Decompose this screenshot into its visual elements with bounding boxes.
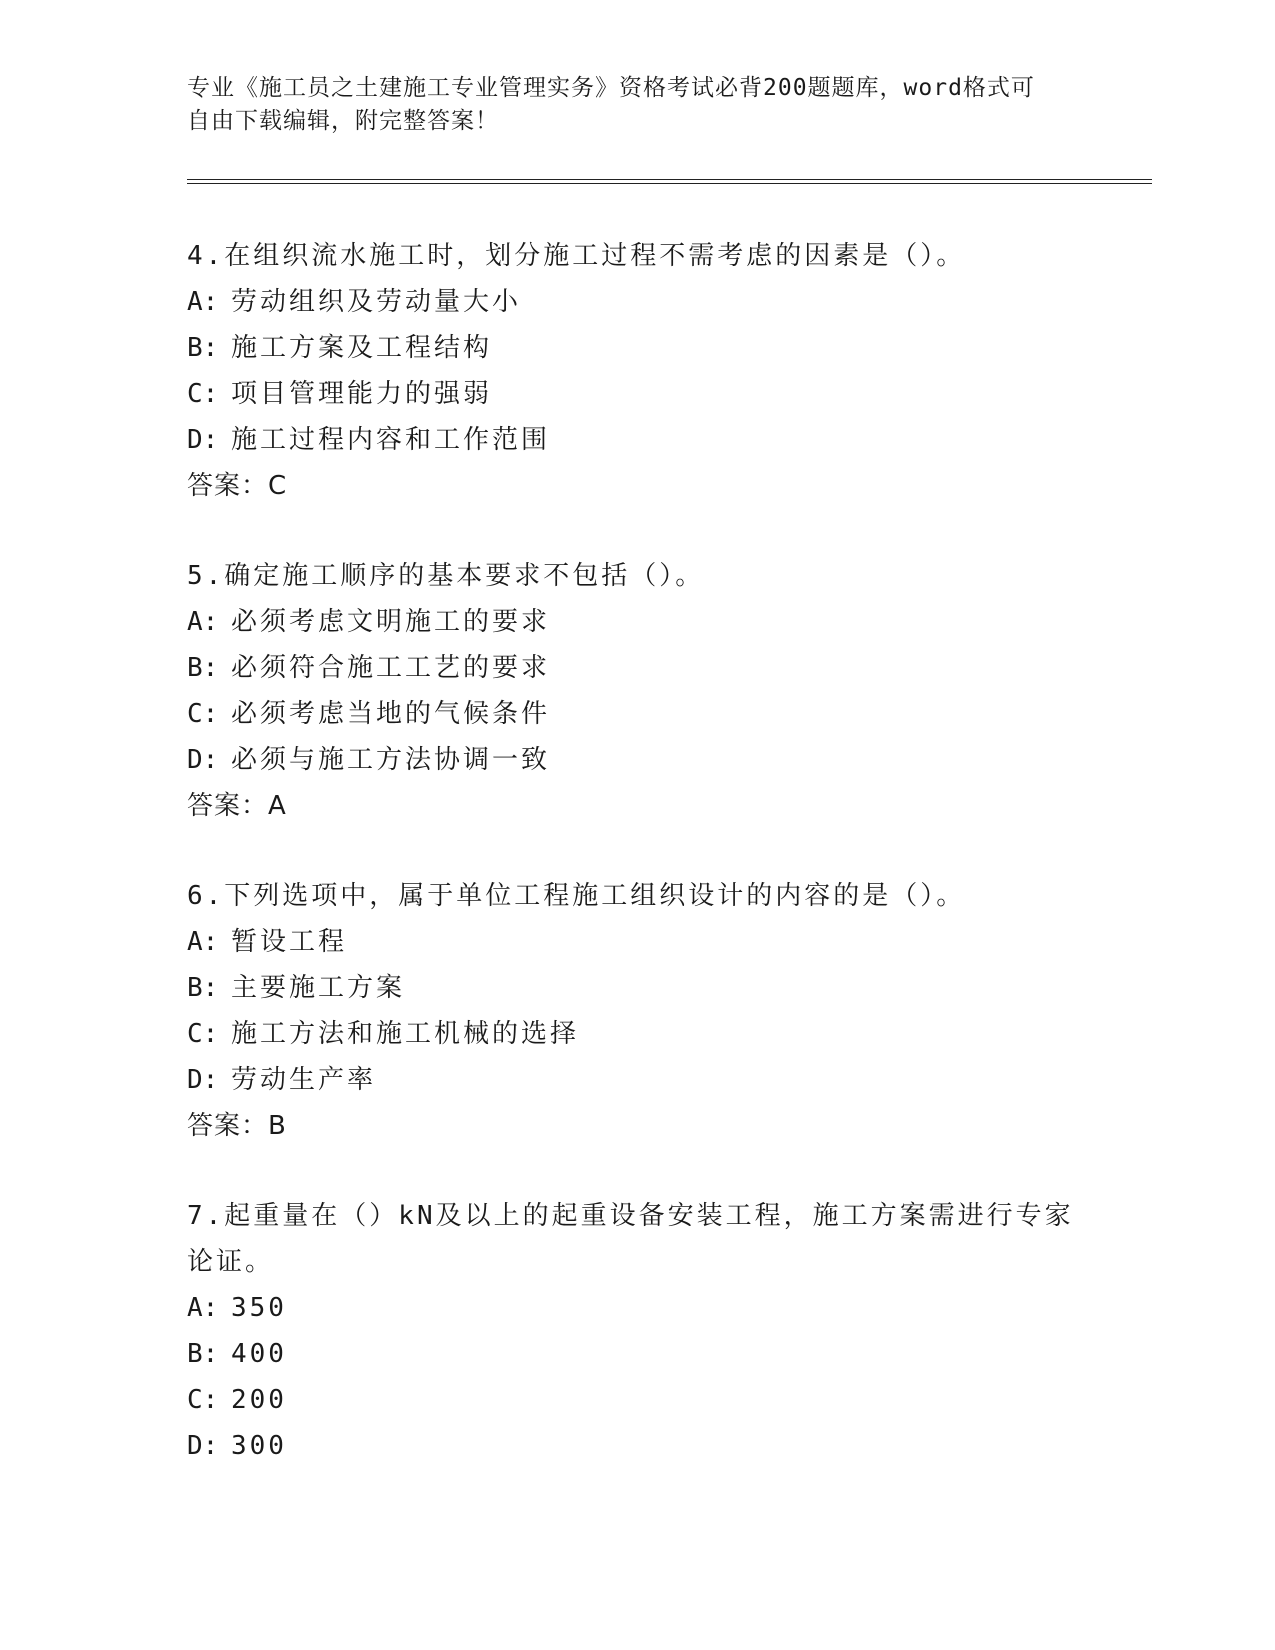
option-letter: D: [187, 745, 219, 775]
option-text: 必须考虑当地的气候条件 [231, 699, 551, 729]
option-d [187, 1423, 1087, 1469]
option-letter: C: [187, 379, 219, 409]
header-line-1: 专业《施工员之土建施工专业管理实务》资格考试必背200题题库，word格式可 [187, 75, 1035, 101]
option-a [187, 919, 1087, 965]
answer-key: 答案：C [187, 471, 288, 501]
option-text: 400 [231, 1339, 287, 1369]
option-text: 暂设工程 [231, 927, 348, 957]
question-7 [187, 1193, 1087, 1469]
document-header [187, 72, 1067, 138]
option-text: 300 [231, 1431, 287, 1461]
option-text: 必须考虑文明施工的要求 [231, 607, 551, 637]
option-letter: A: [187, 1293, 219, 1323]
option-letter: A: [187, 607, 219, 637]
option-letter: B: [187, 973, 219, 1003]
option-text: 200 [231, 1385, 287, 1415]
option-text: 必须与施工方法协调一致 [231, 745, 551, 775]
option-letter: C: [187, 1019, 219, 1049]
option-letter: B: [187, 653, 219, 683]
option-text: 劳动组织及劳动量大小 [231, 287, 522, 317]
option-text: 劳动生产率 [231, 1065, 377, 1095]
option-text: 施工方案及工程结构 [231, 333, 493, 363]
header-line-2: 自由下载编辑，附完整答案！ [187, 108, 499, 134]
option-c [187, 691, 1087, 737]
option-a [187, 1285, 1087, 1331]
option-b [187, 325, 1087, 371]
option-letter: B: [187, 333, 219, 363]
question-5 [187, 553, 1087, 829]
question-stem: 5.确定施工顺序的基本要求不包括（）。 [187, 561, 705, 591]
question-6 [187, 873, 1087, 1149]
question-stem-line-1: 7.起重量在（）kN及以上的起重设备安装工程，施工方案需进行专家 [187, 1201, 1074, 1231]
option-b [187, 645, 1087, 691]
option-d [187, 417, 1087, 463]
header-divider [187, 179, 1152, 184]
option-letter: D: [187, 425, 219, 455]
option-letter: A: [187, 287, 219, 317]
option-d [187, 1057, 1087, 1103]
option-letter: B: [187, 1339, 219, 1369]
option-letter: D: [187, 1431, 219, 1461]
answer-key: 答案：A [187, 791, 287, 821]
option-text: 主要施工方案 [231, 973, 406, 1003]
option-a [187, 279, 1087, 325]
question-stem: 6.下列选项中，属于单位工程施工组织设计的内容的是（）。 [187, 881, 966, 911]
option-c [187, 1377, 1087, 1423]
option-text: 350 [231, 1293, 287, 1323]
option-text: 施工过程内容和工作范围 [231, 425, 551, 455]
option-letter: C: [187, 1385, 219, 1415]
option-text: 项目管理能力的强弱 [231, 379, 493, 409]
option-text: 施工方法和施工机械的选择 [231, 1019, 580, 1049]
option-b [187, 1331, 1087, 1377]
question-stem-line-2: 论证。 [187, 1247, 275, 1277]
answer-key: 答案：B [187, 1111, 287, 1141]
option-c [187, 371, 1087, 417]
option-c [187, 1011, 1087, 1057]
question-4 [187, 233, 1087, 509]
option-a [187, 599, 1087, 645]
question-stem: 4.在组织流水施工时，划分施工过程不需考虑的因素是（）。 [187, 241, 966, 271]
option-text: 必须符合施工工艺的要求 [231, 653, 551, 683]
option-letter: A: [187, 927, 219, 957]
option-d [187, 737, 1087, 783]
option-b [187, 965, 1087, 1011]
option-letter: D: [187, 1065, 219, 1095]
option-letter: C: [187, 699, 219, 729]
